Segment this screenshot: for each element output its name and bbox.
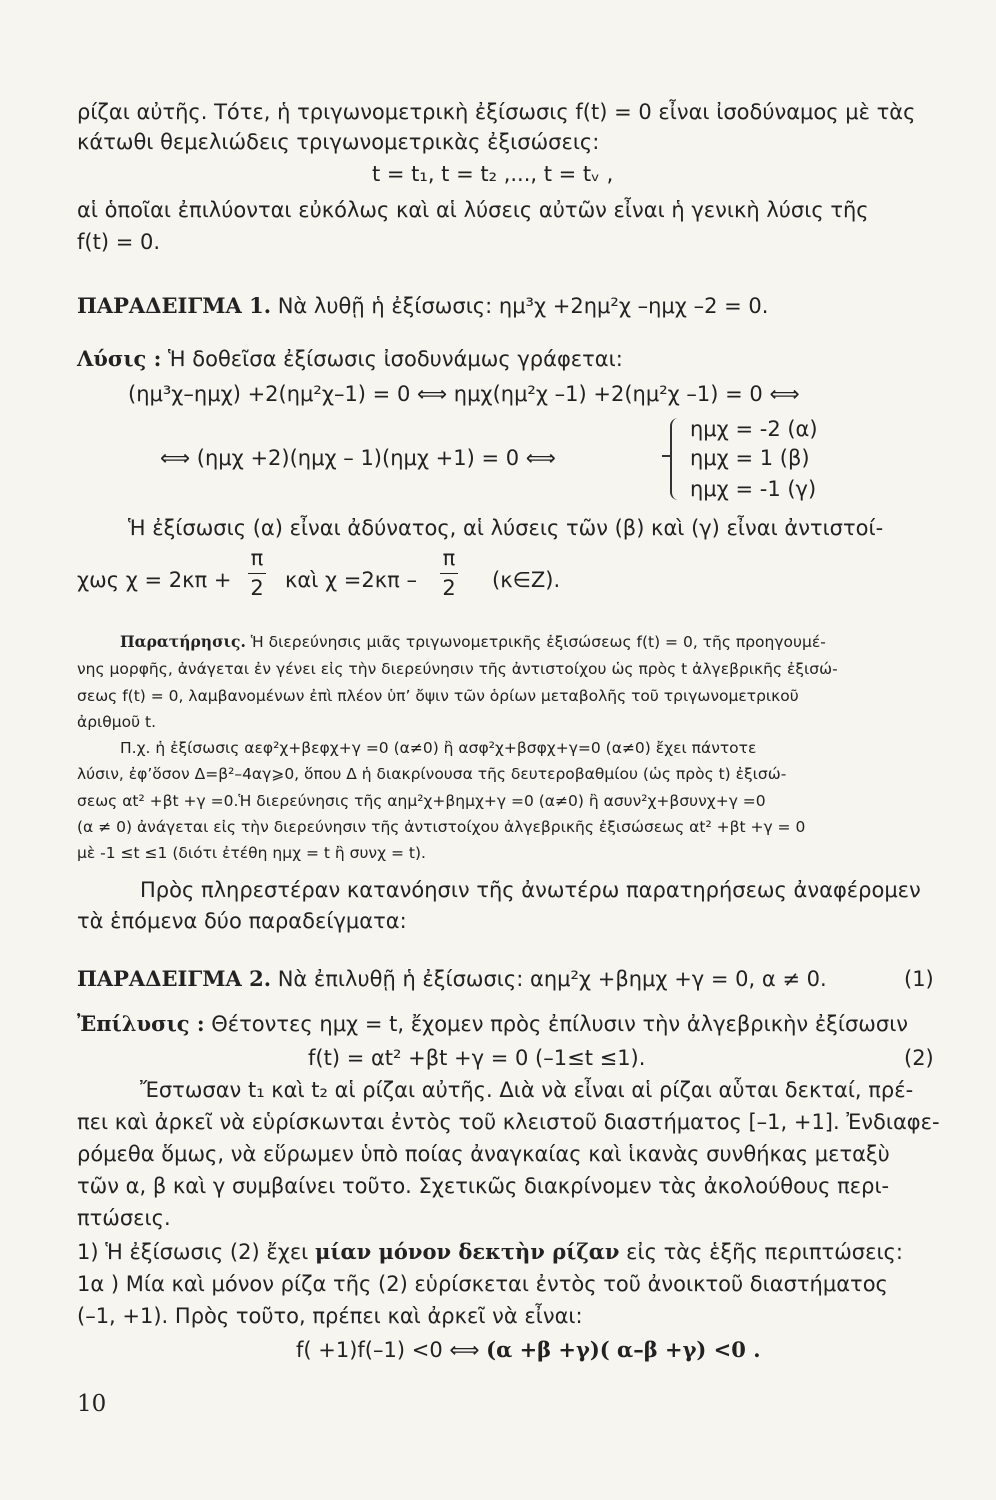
fraction-pi-over-2-b — [438, 546, 460, 600]
case-alpha: ημχ = -2 (α) — [690, 417, 818, 441]
example2-heading — [77, 965, 827, 993]
example2-solution-intro: Θέτοντες ημχ = t, ἔχομεν πρὸς ἐπίλυσιν τὴν ἀλγεβρικὴν ἐξίσωσιν — [211, 1012, 909, 1036]
remark-line-2: νης μορφῆς, ἀνάγεται ἐν γένει εἰς τὴν διερεύνησιν τῆς ἀντιστοίχου ὡς πρὸς t ἀλγεβρικῆς ἐξισώ- — [77, 660, 838, 678]
example2-title: ΠΑΡΑΔΕΙΓΜΑ 2. — [77, 966, 272, 991]
remark-label: Παρατήρησις. — [120, 632, 246, 651]
case-1-text-c: εἰς τὰς ἑξῆς περιπτώσεις: — [626, 1240, 903, 1264]
numerator-pi: π — [250, 546, 264, 570]
transition-line-2: τὰ ἑπόμενα δύο παραδείγματα: — [77, 909, 407, 933]
intro-equation: t = t₁, t = t₂ ,..., t = tᵥ , — [372, 162, 614, 186]
numerator-pi: π — [442, 546, 456, 570]
remark-line-8: (α ≠ 0) ἀνάγεται εἰς τὴν διερεύνησιν τῆς ἀντιστοίχου ἀλγεβρικῆς ἐξισώσεως αt² +βt +γ = 0 — [77, 818, 806, 836]
case-1-text-a: 1) Ἡ ἐξίσωσις (2) ἔχει — [77, 1240, 309, 1264]
example1-solution-intro: Ἡ δοθεῖσα ἐξίσωσις ἰσοδυνάμως γράφεται: — [168, 347, 623, 371]
example1-solution-label: Λύσις : — [77, 346, 162, 371]
remark-line-3: σεως f(t) = 0, λαμβανομένων ἐπὶ πλέον ὑπ’ ὄψιν τῶν ὁρίων μεταβολῆς τοῦ τριγωνομετρικοῦ — [77, 687, 799, 705]
remark-line-9: μὲ -1 ≤t ≤1 (διότι ἐτέθη ημχ = t ἢ συνχ = t). — [77, 844, 426, 862]
intro-line-1: ρίζαι αὐτῆς. Τότε, ἡ τριγωνομετρικὴ ἐξίσωσις f(t) = 0 εἶναι ἰσοδύναμος μὲ τὰς — [77, 100, 916, 124]
cases-brace — [670, 418, 682, 500]
remark-line-5: Π.χ. ἡ ἐξίσωσις αεφ²χ+βεφχ+γ =0 (α≠0) ἢ ασφ²χ+βσφχ+γ=0 (α≠0) ἔχει πάντοτε — [120, 739, 757, 757]
example1-conclusion-2a: χως χ = 2κπ + — [77, 568, 232, 592]
example1-equation-2: ⟺ (ημχ +2)(ημχ – 1)(ημχ +1) = 0 ⟺ — [160, 446, 556, 470]
example1-statement: Νὰ λυθῇ ἡ ἐξίσωσις: ημ³χ +2ημ²χ –ημχ –2 = 0. — [277, 294, 769, 318]
final-condition — [296, 1336, 761, 1364]
example2-equation: f(t) = αt² +βt +γ = 0 (–1≤t ≤1). — [308, 1046, 646, 1070]
case-beta: ημχ = 1 (β) — [690, 446, 810, 470]
equation-number-1: (1) — [904, 967, 934, 991]
fraction-bar — [440, 573, 458, 574]
intro-line-2: κάτωθι θεμελιώδεις τριγωνομετρικὰς ἐξισώσεις: — [77, 130, 600, 154]
final-condition-b: (α +β +γ)( α–β +γ) <0 . — [486, 1337, 761, 1362]
remark-text-1: Ἡ διερεύνησις μιᾶς τριγωνομετρικῆς ἐξισώσεως f(t) = 0, τῆς προηγουμέ- — [250, 633, 826, 651]
example2-solution-label: Ἐπίλυσις : — [77, 1011, 205, 1036]
case-1a-line-1: 1α ) Μία καὶ μόνον ρίζα τῆς (2) εὑρίσκεται ἐντὸς τοῦ ἀνοικτοῦ διαστήματος — [77, 1272, 888, 1296]
example2-para-4: τῶν α, β καὶ γ συμβαίνει τοῦτο. Σχετικῶς διακρίνομεν τὰς ἀκολούθους περι- — [77, 1174, 890, 1198]
example1-title: ΠΑΡΑΔΕΙΓΜΑ 1. — [77, 293, 272, 318]
example2-statement: Νὰ ἐπιλυθῇ ἡ ἐξίσωσις: αημ²χ +βημχ +γ = 0, α ≠ 0. — [277, 967, 827, 991]
example2-para-3: ρόμεθα ὅμως, νὰ εὕρωμεν ὑπὸ ποίας ἀναγκαίας καὶ ἱκανὰς συνθήκας μεταξὺ — [77, 1142, 890, 1166]
example2-solution — [77, 1010, 908, 1038]
case-1a-line-2: (–1, +1). Πρὸς τοῦτο, πρέπει καὶ ἀρκεῖ νὰ εἶναι: — [77, 1304, 583, 1328]
case-1-heading — [77, 1238, 903, 1266]
remark-line-4: ἀριθμοῦ t. — [77, 713, 157, 731]
denominator-two: 2 — [442, 576, 456, 600]
example1-conclusion-2c: (κ∈Ζ). — [492, 568, 561, 592]
transition-line-1: Πρὸς πληρεστέραν κατανόησιν τῆς ἀνωτέρω παρατηρήσεως ἀναφέρομεν — [140, 878, 921, 902]
remark-line-6: λύσιν, ἐφ’ὅσον Δ=β²–4αγ⩾0, ὅπου Δ ἡ διακρίνουσα τῆς δευτεροβαθμίου (ὡς πρὸς t) ἐξισώ- — [77, 765, 787, 783]
example1-conclusion-2b: καὶ χ =2κπ – — [285, 568, 417, 592]
example1-equation-1: (ημ³χ–ημχ) +2(ημ²χ–1) = 0 ⟺ ημχ(ημ²χ –1) +2(ημ²χ –1) = 0 ⟺ — [128, 382, 800, 406]
case-gamma: ημχ = -1 (γ) — [690, 477, 817, 501]
intro-line-3: αἱ ὁποῖαι ἐπιλύονται εὐκόλως καὶ αἱ λύσεις αὐτῶν εἶναι ἡ γενικὴ λύσις τῆς — [77, 198, 869, 222]
case-1-emphasis: μίαν μόνον δεκτὴν ρίζαν — [314, 1239, 620, 1264]
denominator-two: 2 — [250, 576, 264, 600]
example1-heading — [77, 292, 768, 320]
example2-para-2: πει καὶ ἀρκεῖ νὰ εὑρίσκωνται ἐντὸς τοῦ κλειστοῦ διαστήματος [–1, +1]. Ἐνδιαφε- — [77, 1110, 940, 1134]
final-condition-a: f( +1)f(–1) <0 ⟺ — [296, 1338, 480, 1362]
example2-para-5: πτώσεις. — [77, 1206, 171, 1230]
fraction-pi-over-2-a — [246, 546, 268, 600]
equation-number-2: (2) — [904, 1046, 934, 1070]
page-number: 10 — [77, 1391, 107, 1417]
example1-solution — [77, 345, 623, 373]
intro-line-4: f(t) = 0. — [77, 230, 160, 254]
fraction-bar — [248, 573, 266, 574]
example2-para-1: Ἔστωσαν t₁ καὶ t₂ αἱ ρίζαι αὐτῆς. Διὰ νὰ εἶναι αἱ ρίζαι αὗται δεκταί, πρέ- — [140, 1078, 914, 1102]
cases-brace-tip — [662, 455, 672, 457]
remark-line-7: σεως αt² +βt +γ =0.Ἡ διερεύνησις τῆς αημ²χ+βημχ+γ =0 (α≠0) ἢ ασυν²χ+βσυνχ+γ =0 — [77, 792, 766, 810]
remark-line-1 — [120, 631, 826, 653]
example1-conclusion-1: Ἡ ἐξίσωσις (α) εἶναι ἀδύνατος, αἱ λύσεις τῶν (β) καὶ (γ) εἶναι ἀντιστοί- — [128, 516, 884, 540]
